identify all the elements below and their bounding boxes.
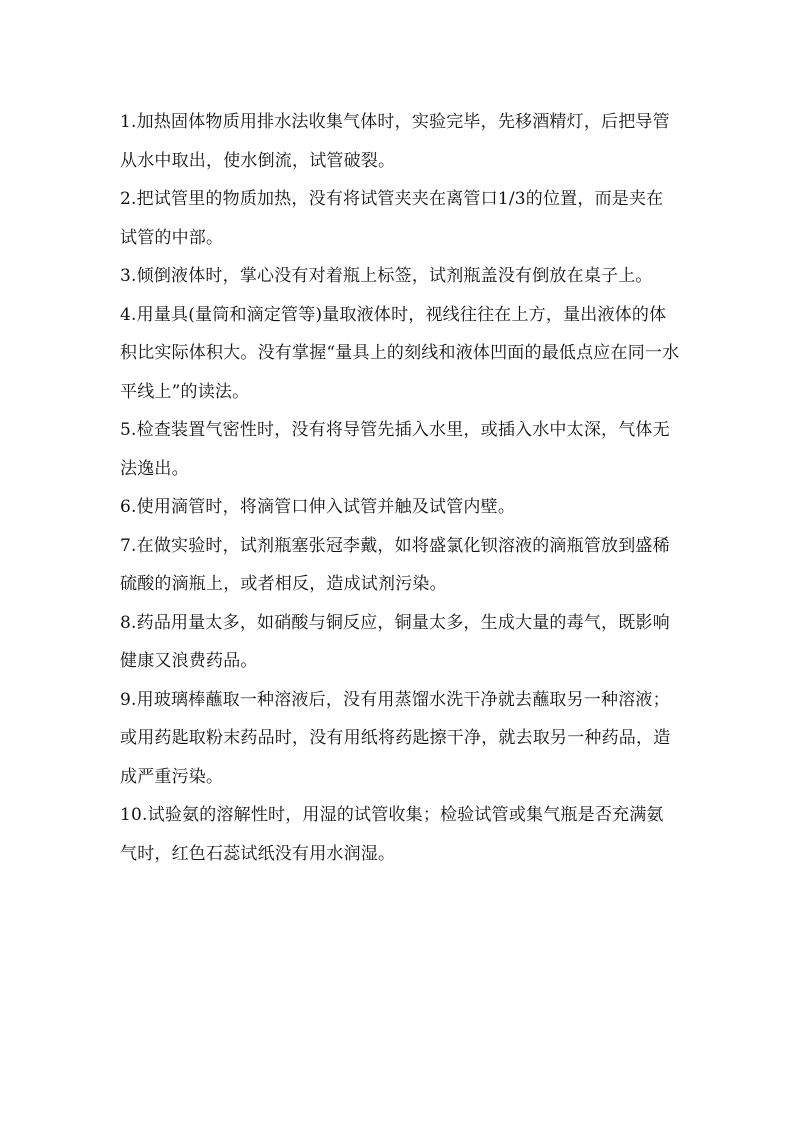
list-item: 7.在做实验时，试剂瓶塞张冠李戴，如将盛氯化钡溶液的滴瓶管放到盛稀硫酸的滴瓶上，或者相反，造成试剂污染。 [120,535,670,594]
list-item: 5.检查装置气密性时，没有将导管先插入水里，或插入水中太深，气体无法逸出。 [120,420,670,479]
list-item: 1.加热固体物质用排水法收集气体时，实验完毕，先移酒精灯，后把导管从水中取出，使水倒流，试管破裂。 [120,112,670,171]
document-body [120,103,680,873]
list-item: 6.使用滴管时，将滴管口伸入试管并触及试管内壁。 [120,497,516,517]
list-item: 3.倾倒液体时，掌心没有对着瓶上标签，试剂瓶盖没有倒放在桌子上。 [120,266,653,286]
list-item: 10.试验氨的溶解性时，用湿的试管收集；检验试管或集气瓶是否充满氨气时，红色石蕊试纸没有用水润湿。 [120,805,664,864]
list-item: 2.把试管里的物质加热，没有将试管夹夹在离管口1/3的位置，而是夹在试管的中部。 [120,189,664,248]
list-item: 9.用玻璃棒蘸取一种溶液后，没有用蒸馏水洗干净就去蘸取另一种溶液；或用药匙取粉末药品时，没有用纸将药匙擦干净，就去取另一种药品，造成严重污染。 [120,689,671,787]
list-item: 4.用量具(量筒和滴定管等)量取液体时，视线往往在上方，量出液体的体积比实际体积大。没有掌握“量具上的刻线和液体凹面的最低点应在同一水平线上”的读法。 [120,304,680,402]
list-item: 8.药品用量太多，如硝酸与铜反应，铜量太多，生成大量的毒气，既影响健康又浪费药品。 [120,612,670,671]
